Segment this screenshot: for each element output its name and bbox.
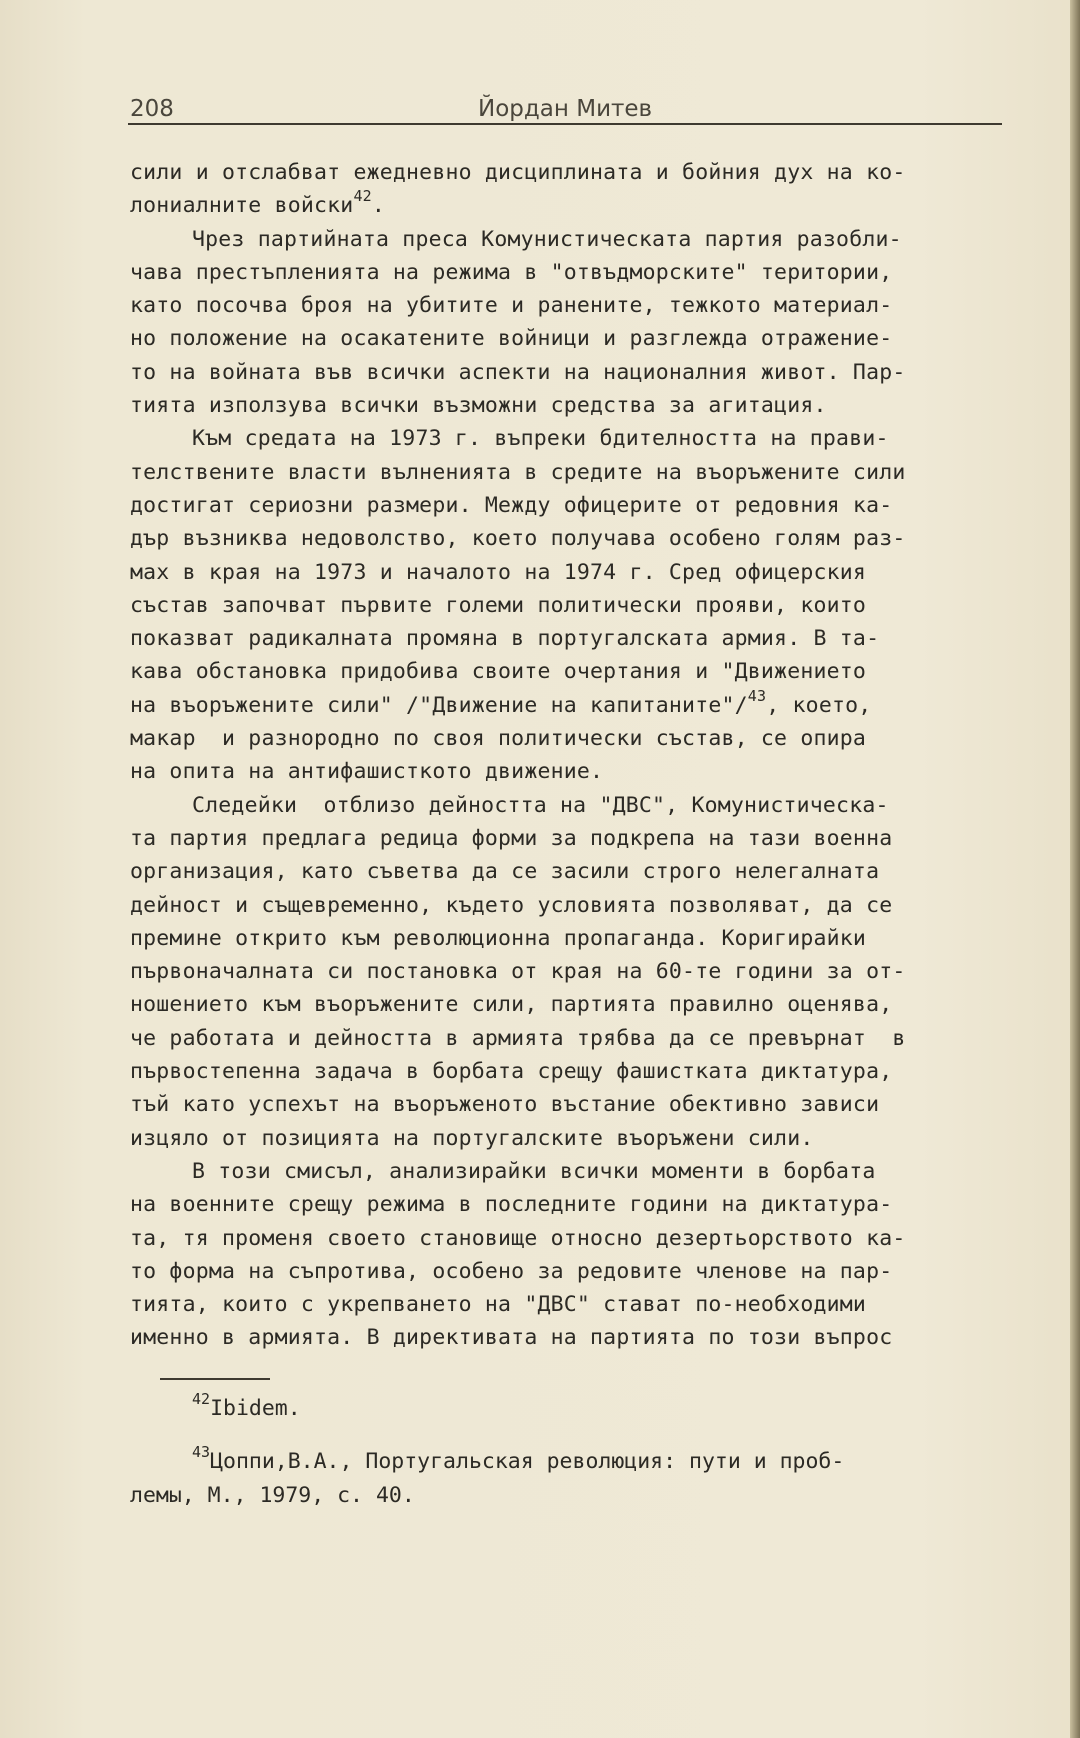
body-line-text: Следейки отблизо дейността на "ДВС", Комунистическа- [192,792,889,818]
body-line-text: тията използува всички възможни средства за агитация. [130,393,827,419]
body-line-text: Чрез партийната преса Комунистическата партия разобли- [192,226,902,252]
footnote-text: лемы, М., 1979, с. 40. [130,1482,415,1508]
running-title-author: Йордан Митев [478,96,653,122]
body-line [130,1222,1012,1255]
body-line-text: премине открито към революционна пропаганда. Коригирайки [130,925,867,951]
body-line-text: че работата и дейността в армията трябва да се превърнат в [130,1025,906,1051]
body-line [130,1088,1012,1121]
body-line-text-after: . [371,193,386,219]
body-line [130,322,1012,355]
body-line-text: достигат сериозни размери. Между офицерите от редовния ка- [130,492,893,518]
body-line-text: мах в края на 1973 и началото на 1974 г. Сред офицерския [130,559,867,585]
header-rule [128,123,1002,125]
body-line [130,855,1012,888]
body-line [130,1321,1012,1354]
body-line-text: В този смисъл, анализирайки всички моменти в борбата [192,1158,876,1184]
footnote-text: Ibidem. [210,1396,301,1421]
body-line-text: тъй като успехът на въоръженото въстание обективно зависи [130,1092,880,1118]
body-line-text: ношението към въоръжените сили, партията правилно оценява, [130,992,893,1018]
body-line [130,489,1012,522]
body-line [130,189,1012,222]
body-line-text: Към средата на 1973 г. въпреки бдителността на прави- [192,426,889,452]
body-line-text-after: , което, [766,692,872,718]
footnote-gap [130,1425,1012,1445]
footnote-line [130,1445,1012,1478]
body-line-text: на военните срещу режима в последните години на диктатура- [130,1192,893,1218]
body-line [130,622,1012,655]
body-line-text: на опита на антифашисткото движение. [130,759,604,785]
body-line [130,156,1012,189]
body-line [130,422,1012,455]
body-line [130,1188,1012,1221]
body-line-text: та, тя променя своето становище относно дезертьорството ка- [130,1225,906,1251]
footnote-number: 42 [192,1390,211,1408]
body-line-text: телствените власти вълненията в средите на въоръжените сили [130,459,906,485]
footnotes [130,1392,1012,1512]
body-line-text: макар и разнородно по своя политически състав, се опира [130,726,867,752]
body-line [130,1055,1012,1088]
body-line [130,223,1012,256]
body-line-text: като посочва броя на убитите и ранените, тежкото материал- [130,293,893,319]
page-edge-shadow [1070,0,1080,1738]
footnote-rule [160,1378,270,1380]
body-line [130,556,1012,589]
footnote-number: 43 [192,1443,211,1462]
body-line-text: чава престъпленията на режима в "отвъдморските" територии, [130,259,893,285]
footnote-reference: 42 [353,187,372,206]
body-text [130,156,1012,1355]
body-line-text: та партия предлага редица форми за подкрепа на тази военна [130,825,893,851]
body-line [130,289,1012,322]
body-line [130,256,1012,289]
body-line-text: първоначалната си постановка от края на 60-те години за от- [130,959,906,985]
footnote-reference: 43 [747,686,767,705]
body-line-text: дейност и същевременно, където условията позволяват, да се [130,892,893,918]
body-line [130,922,1012,955]
body-line [130,755,1012,788]
footnote-text: Цоппи,В.А., Португальская революция: пути и проб- [210,1449,845,1475]
body-line-text: тията, които с укрепването на "ДВС" стават по-необходими [130,1292,867,1318]
body-line [130,1255,1012,1288]
body-line [130,1288,1012,1321]
body-line-text: дър възниква недоволство, което получава особено голям раз- [130,526,906,552]
body-line [130,356,1012,389]
footnote [130,1445,1012,1512]
body-line-text: организация, като съветва да се засили строго нелегалната [130,859,880,885]
body-line-text: кава обстановка придобива своите очертания и "Движението [130,659,867,685]
footnote-line [130,1392,1012,1425]
body-line [130,889,1012,922]
body-line [130,1022,1012,1055]
body-line-text: но положение на осакатените войници и разглежда отражение- [130,326,893,352]
body-line [130,789,1012,822]
footnote [130,1392,1012,1425]
body-line [130,822,1012,855]
footnote-line [130,1479,1012,1512]
body-line-text: показват радикалната промяна в португалската армия. В та- [130,626,880,652]
body-line-text: то на войната във всички аспекти на националния живот. Пар- [130,359,906,385]
body-line-text: именно в армията. В директивата на партията по този въпрос [130,1325,893,1351]
body-line-text: първостепенна задача в борбата срещу фашистката диктатура, [130,1059,893,1085]
body-line [130,589,1012,622]
body-line [130,686,1012,722]
body-line [130,389,1012,422]
body-line-text: състав започват първите големи политически прояви, които [130,592,867,618]
body-line-text: лониалните войски [130,193,354,219]
body-line [130,1122,1012,1155]
body-line-text: на въоръжените сили" /"Движение на капитаните"/ [130,692,748,718]
body-line [130,456,1012,489]
body-line-text: изцяло от позицията на португалските въоръжени сили. [130,1125,814,1151]
body-line-text: то форма на съпротива, особено за редовите членове на пар- [130,1258,893,1284]
body-line [130,655,1012,688]
page-number: 208 [130,96,174,122]
body-line [130,522,1012,555]
body-line [130,988,1012,1021]
body-line [130,722,1012,755]
body-line [130,1155,1012,1188]
body-line-text: сили и отслабват ежедневно дисциплината и бойния дух на ко- [130,160,906,185]
body-line [130,955,1012,988]
